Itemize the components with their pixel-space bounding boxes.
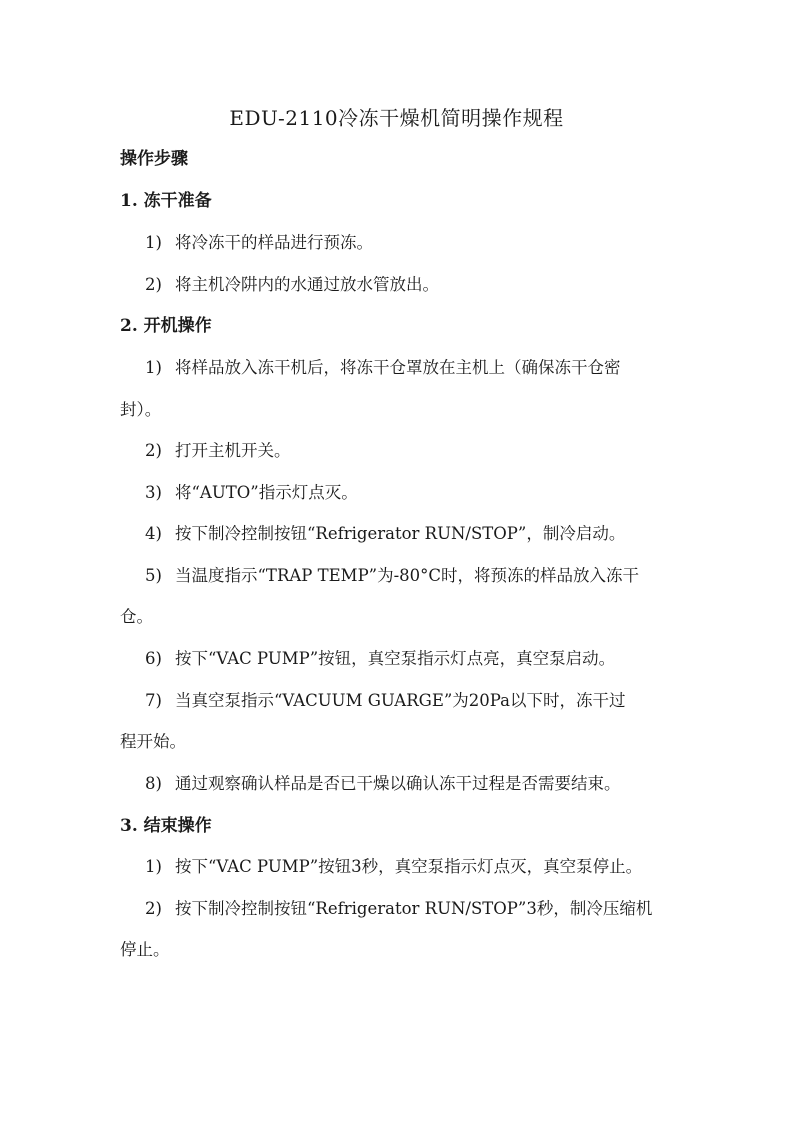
item-number: 1) [145, 358, 162, 377]
section-heading-preparation: 1. 冻干准备 [120, 191, 212, 211]
list-item [145, 897, 677, 921]
item-number: 7) [145, 691, 162, 710]
item-text: 按下“VAC PUMP”按钮，真空泵指示灯点亮，真空泵启动。 [175, 649, 616, 668]
list-item [145, 647, 677, 671]
item-text: 按下“VAC PUMP”按钮3秒，真空泵指示灯点灭，真空泵停止。 [175, 857, 643, 876]
item-text: 将样品放入冻干机后，将冻干仓罩放在主机上（确保冻干仓密 [175, 358, 621, 377]
item-text: 当真空泵指示“VACUUM GUARGE”为20Pa以下时，冻干过 [175, 691, 626, 710]
item-number: 3) [145, 483, 162, 502]
section-heading-startup: 2. 开机操作 [120, 316, 212, 336]
list-item [145, 564, 677, 588]
item-text: 将主机冷阱内的水通过放水管放出。 [175, 275, 439, 294]
item-continuation: 停止。 [120, 940, 170, 959]
list-item [145, 231, 677, 255]
item-text: 按下制冷控制按钮“Refrigerator RUN/STOP”3秒，制冷压缩机 [175, 899, 653, 918]
item-number: 2) [145, 899, 162, 918]
item-number: 6) [145, 649, 162, 668]
document-title: EDU-2110冷冻干燥机简明操作规程 [229, 106, 564, 130]
item-continuation: 仓。 [120, 607, 153, 626]
item-number: 1) [145, 233, 162, 252]
item-text: 将“AUTO”指示灯点灭。 [175, 483, 358, 502]
item-text: 按下制冷控制按钮“Refrigerator RUN/STOP”，制冷启动。 [175, 524, 626, 543]
item-text: 将冷冻干的样品进行预冻。 [175, 233, 373, 252]
list-item [145, 481, 677, 505]
list-item [145, 772, 677, 796]
item-number: 1) [145, 857, 162, 876]
list-item [145, 273, 677, 297]
item-number: 2) [145, 275, 162, 294]
item-continuation: 程开始。 [120, 732, 186, 751]
steps-heading: 操作步骤 [120, 149, 188, 169]
section-heading-shutdown: 3. 结束操作 [120, 816, 212, 836]
item-number: 4) [145, 524, 162, 543]
list-item [145, 855, 677, 879]
item-continuation: 封）。 [120, 400, 162, 419]
list-item [145, 356, 677, 380]
list-item [145, 689, 677, 713]
item-number: 2) [145, 441, 162, 460]
item-text: 打开主机开关。 [175, 441, 291, 460]
item-text: 通过观察确认样品是否已干燥以确认冻干过程是否需要结束。 [175, 774, 621, 793]
item-text: 当温度指示“TRAP TEMP”为-80°C时，将预冻的样品放入冻干 [175, 566, 640, 585]
list-item [145, 522, 677, 546]
item-number: 8) [145, 774, 162, 793]
list-item [145, 439, 677, 463]
item-number: 5) [145, 566, 162, 585]
